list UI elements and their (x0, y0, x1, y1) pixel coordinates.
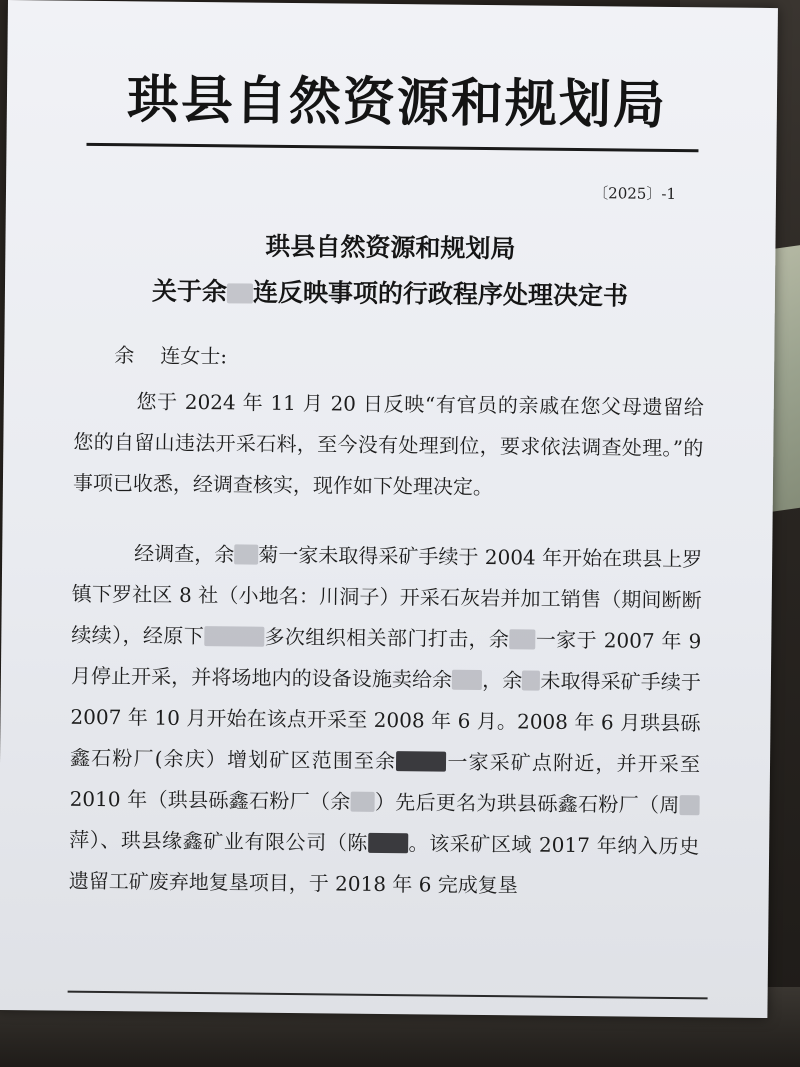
redaction-mark (234, 544, 258, 564)
redaction-mark (204, 626, 264, 647)
text-segment: 未取得采矿手续于 2007 年 10 月开始在该点开采至 2008 年 6 月。2008 年 6 月珙县砾鑫石粉厂(余庆）增划矿区范围至余 (69, 668, 702, 774)
redaction-mark (452, 670, 482, 690)
paragraph-text: 您于 2024 年 11 月 20 日反映“有官员的亲戚在您父母遗留给您的自留山违法开采石料，至今没有处理到位，要求依法调查处理。”的事项已收悉，经调查核实，现作如下处理决定。 (72, 389, 704, 500)
paragraph-investigation (69, 533, 703, 909)
text-segment: 一家于 2007 年 9 月停止开采，并将场地内的设备设施卖给余 (70, 627, 702, 692)
paragraph-indent (74, 408, 136, 409)
redaction-mark (227, 283, 253, 303)
addressee-suffix: 连女士: (160, 343, 228, 369)
page-bottom-divider (68, 991, 708, 1000)
letterhead-divider (86, 143, 698, 152)
text-segment: 萍）、珙县缘鑫矿业有限公司（陈 (69, 827, 369, 855)
redaction-mark (680, 795, 700, 815)
paragraph-complaint (73, 381, 704, 511)
redaction-mark (396, 751, 446, 772)
redaction-mark (522, 670, 540, 690)
redaction-mark (351, 792, 375, 812)
addressee (114, 339, 227, 369)
heading-suffix: 连反映事项的行政程序处理决定书 (252, 277, 629, 311)
redaction-mark (368, 833, 408, 853)
text-segment: 经调查，余 (134, 541, 235, 567)
text-segment: 多次组织相关部门打击，余 (264, 624, 510, 652)
document-number: 〔2025〕-1 (593, 184, 677, 204)
redaction-mark (509, 629, 535, 649)
text-segment: 一家采矿点附近，并开采至 2010 年（珙县砾鑫石粉厂（余 (69, 749, 701, 814)
text-segment: ，余 (482, 668, 523, 693)
text-segment: ）先后更名为珙县砾鑫石粉厂（周 (374, 789, 680, 818)
document-heading-line1: 珙县自然资源和规划局 (265, 231, 516, 264)
text-segment: 。该采矿区域 2017 年纳入历史遗留工矿废弃地复垦项目，于 2018 年 6 完成复垦 (68, 831, 700, 898)
heading-prefix: 关于余 (151, 276, 228, 307)
document-heading-line2 (65, 271, 715, 314)
paragraph-indent (72, 560, 134, 561)
org-letterhead-title: 珙县自然资源和规划局 (126, 70, 668, 136)
text-segment: 菊一家未取得采矿手续于 2004 年开始在珙县上罗镇下罗社区 8 社（小地名：川洞子）开采石灰岩并加工销售（期间断断续续），经原下 (71, 542, 703, 649)
addressee-surname: 余 (114, 343, 135, 368)
